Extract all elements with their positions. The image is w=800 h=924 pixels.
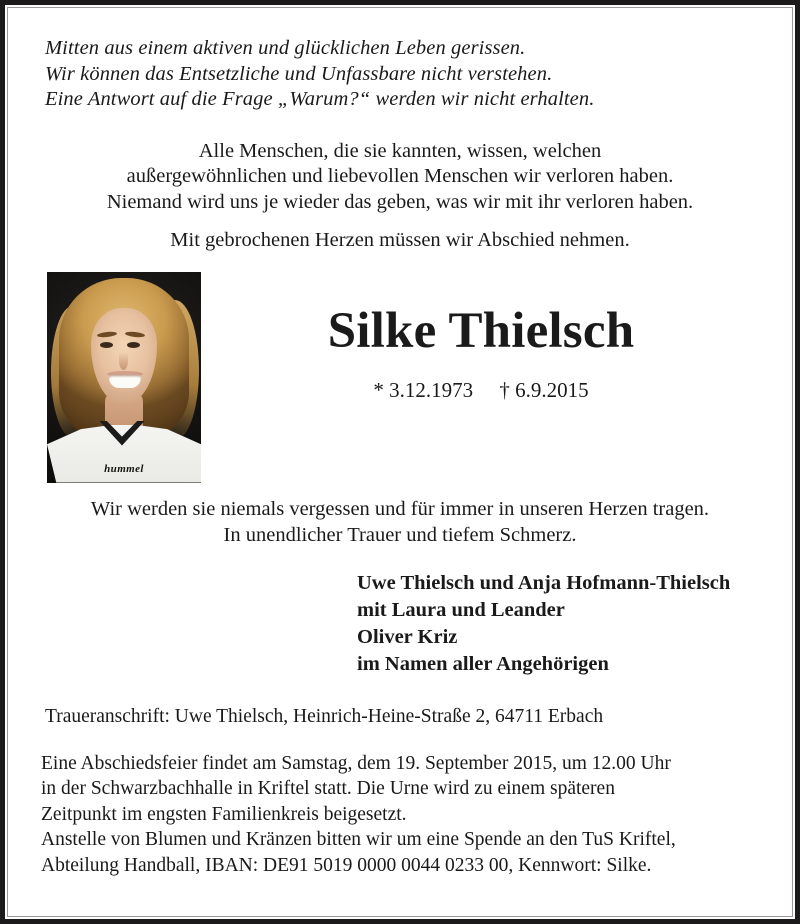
remembrance-text bbox=[39, 496, 761, 548]
arrangements-line-1: Eine Abschiedsfeier findet am Samstag, dem 19. September 2015, um 12.00 Uhr bbox=[41, 752, 671, 774]
life-dates: * 3.12.1973 † 6.9.2015 bbox=[373, 377, 589, 402]
survivor-line-1: Uwe Thielsch und Anja Hofmann-Thielsch bbox=[357, 571, 731, 594]
survivor-line-3: Oliver Kriz bbox=[357, 625, 458, 648]
tribute-line-4: Mit gebrochenen Herzen müssen wir Abschied nehmen. bbox=[170, 229, 630, 251]
verse-line-3: Eine Antwort auf die Frage „Warum?“ werden wir nicht erhalten. bbox=[45, 88, 595, 110]
arrangements-line-5: Abteilung Handball, IBAN: DE91 5019 0000 0044 0233 00, Kennwort: Silke. bbox=[41, 854, 652, 876]
survivor-line-2: mit Laura und Leander bbox=[357, 598, 565, 621]
hummel-logo: hummel bbox=[104, 462, 144, 475]
verse-line-2: Wir können das Entsetzliche und Unfassbare nicht verstehen. bbox=[45, 62, 553, 85]
opening-verse bbox=[45, 36, 761, 113]
tribute-line-1: Alle Menschen, die sie kannten, wissen, welchen bbox=[198, 139, 602, 162]
mourning-address: Traueranschrift: Uwe Thielsch, Heinrich-Heine-Straße 2, 64711 Erbach bbox=[45, 705, 604, 727]
notice-inner-border bbox=[7, 7, 793, 917]
portrait-and-name-row bbox=[39, 272, 761, 488]
tribute-spacer bbox=[39, 215, 761, 228]
notice-content bbox=[8, 8, 792, 916]
remembrance-line-2: In unendlicher Trauer und tiefem Schmerz. bbox=[223, 523, 577, 546]
name-block bbox=[201, 302, 761, 402]
arrangements-line-2: in der Schwarzbachhalle in Kriftel statt. Die Urne wird zu einem späteren bbox=[41, 778, 615, 799]
arrangements-line-4: Anstelle von Blumen und Kränzen bitten wir um eine Spende an den TuS Kriftel, bbox=[41, 829, 676, 850]
tribute-text bbox=[39, 139, 761, 254]
nose bbox=[119, 352, 128, 370]
tribute-line-2: außergewöhnlichen und liebevollen Menschen wir verloren haben. bbox=[126, 165, 674, 187]
deceased-name: Silke Thielsch bbox=[327, 302, 635, 359]
funeral-arrangements bbox=[41, 751, 761, 879]
survivor-line-4: im Namen aller Angehörigen bbox=[357, 652, 609, 675]
arrangements-line-3: Zeitpunkt im engsten Familienkreis beigesetzt. bbox=[41, 803, 407, 825]
tribute-line-3: Niemand wird uns je wieder das geben, was wir mit ihr verloren haben. bbox=[106, 190, 694, 213]
smile bbox=[109, 375, 141, 388]
survivors-list bbox=[357, 570, 761, 678]
remembrance-line-1: Wir werden sie niemals vergessen und für immer in unseren Herzen tragen. bbox=[90, 497, 710, 520]
eye-right bbox=[127, 342, 140, 348]
portrait-photo bbox=[47, 272, 201, 483]
verse-line-1: Mitten aus einem aktiven und glücklichen Leben gerissen. bbox=[45, 37, 526, 59]
eye-left bbox=[100, 342, 113, 348]
